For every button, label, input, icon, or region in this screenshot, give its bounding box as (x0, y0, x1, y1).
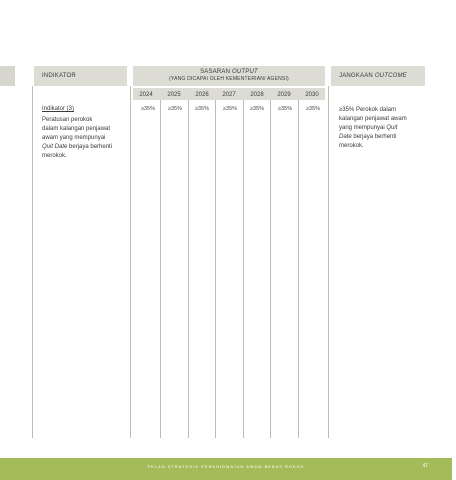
header-sasaran-subtitle: (YANG DICAPAI OLEH KEMENTERIAN/ AGENSI) (169, 76, 289, 82)
year-2029: 2029 (277, 92, 291, 98)
column-divider (215, 100, 216, 438)
year-2026: 2026 (195, 92, 209, 98)
page-number: 47 (422, 463, 428, 469)
target-2026: ≥35% (194, 106, 210, 112)
year-2028: 2028 (250, 92, 264, 98)
left-column-tab (0, 66, 15, 86)
column-divider (298, 100, 299, 438)
header-jangkaan-text: JANGKAAN OUTCOME (339, 73, 407, 79)
column-divider (130, 86, 131, 438)
indicator-label: Indikator (3) (42, 106, 75, 112)
year-2030: 2030 (305, 92, 319, 98)
footer-title: PELAN STRATEGIK PERKHIDMATAN AWAM BEBAS ROKOK (147, 464, 305, 469)
header-sasaran-title: SASARAN OUTPUT (200, 69, 258, 75)
page-footer (0, 458, 452, 480)
column-divider (188, 100, 189, 438)
column-divider (328, 86, 329, 438)
target-2030: ≥35% (305, 106, 321, 112)
column-divider (243, 100, 244, 438)
target-2029: ≥35% (277, 106, 293, 112)
indicator-description: Peratusan perokok dalam kalangan penjawat awam yang mempunyai Quit Date berjaya berhenti merokok. (42, 117, 113, 159)
header-jangkaan (339, 73, 407, 79)
target-2027: ≥35% (222, 106, 238, 112)
target-2025: ≥35% (167, 106, 183, 112)
target-2024: ≥35% (140, 106, 156, 112)
outcome-text: ≥35% Perokok dalam kalangan penjawat awam yang mempunyai Quit Date berjaya berhenti merokok. (339, 107, 407, 149)
column-divider (160, 100, 161, 438)
year-2025: 2025 (167, 92, 181, 98)
column-divider (270, 100, 271, 438)
header-indikator: INDIKATOR (42, 73, 76, 79)
year-2027: 2027 (222, 92, 236, 98)
year-2024: 2024 (139, 92, 153, 98)
target-2028: ≥35% (249, 106, 265, 112)
column-divider (32, 86, 33, 438)
